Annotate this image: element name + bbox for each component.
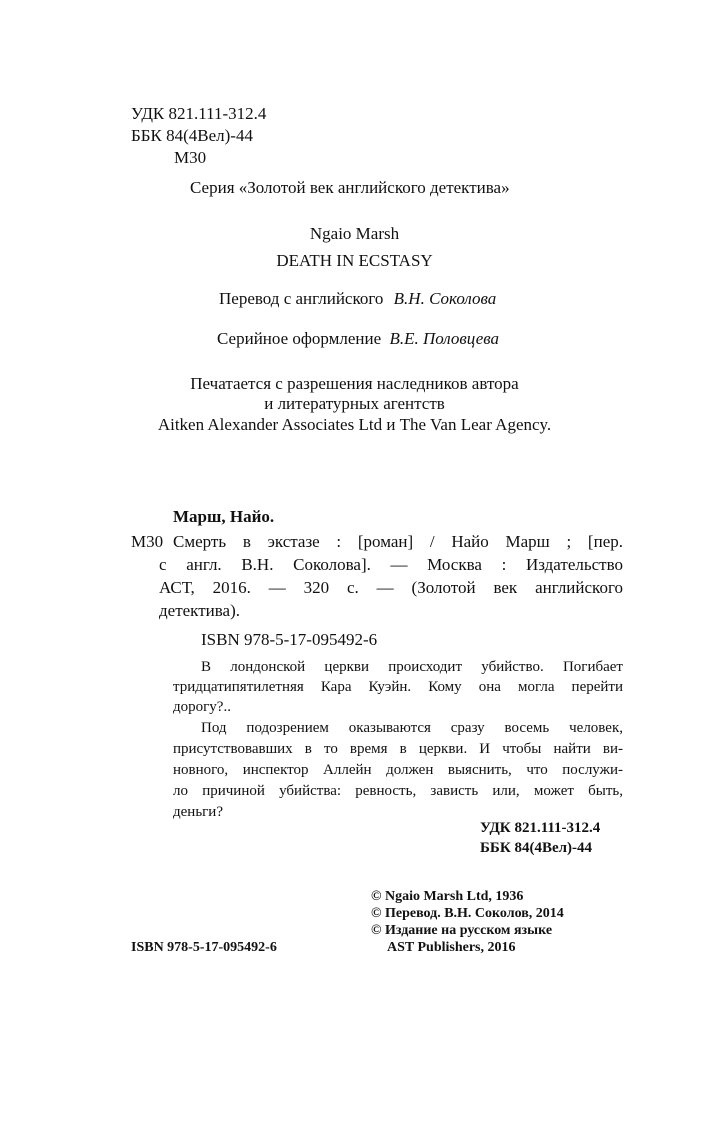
card-code: М30 [131, 532, 164, 551]
annotation-p1-line-2: тридцатипятилетняя Кара Куэйн. Кому она могла перейти [173, 679, 623, 695]
annotation-p1-line-3: дорогу?.. [173, 699, 231, 715]
annotation-p2-line-1: Под подозрением оказываются сразу восемь человек, [201, 720, 623, 736]
series-line: Серия «Золотой век английского детектива» [190, 178, 510, 197]
annotation-p2-line-5: деньги? [173, 804, 223, 820]
annotation-p1-line-1: В лондонской церкви происходит убийство. Погибает [201, 659, 623, 675]
copyright-line-4: AST Publishers, 2016 [387, 940, 516, 955]
card-line-4: детектива). [159, 601, 240, 620]
annotation-p2-line-2: присутствовавших в то время в церкви. И чтобы найти ви- [173, 741, 623, 757]
designer-name: В.Е. Половцева [389, 329, 500, 348]
translation-label: Перевод с английского [219, 289, 384, 308]
card-line-1: Смерть в экстазе : [роман] / Найо Марш ; [пер. [173, 532, 623, 551]
bbk-code-bold: ББК 84(4Вел)-44 [480, 840, 593, 856]
card-line-2: с англ. В.Н. Соколова]. — Москва : Издательство [159, 555, 623, 574]
design-label: Серийное оформление [217, 329, 382, 348]
permission-line-3: Aitken Alexander Associates Ltd и The Van Lear Agency. [157, 415, 552, 434]
udk-code: УДК 821.111-312.4 [131, 104, 267, 123]
card-isbn: ISBN 978-5-17-095492-6 [201, 630, 378, 649]
permission-line-2: и литературных агентств [264, 394, 445, 413]
copyright-line-3: © Издание на русском языке [371, 923, 553, 938]
udk-code-bold: УДК 821.111-312.4 [480, 820, 601, 836]
original-author: Ngaio Marsh [309, 224, 400, 243]
author-mark-code: М30 [174, 148, 207, 167]
translation-line [219, 288, 496, 310]
annotation-p2-line-3: новного, инспектор Аллейн должен выяснить, что послужи- [173, 762, 623, 778]
annotation-p2-line-4: ло причиной убийства: ревность, зависть или, может быть, [173, 783, 623, 799]
bbk-code: ББК 84(4Вел)-44 [131, 126, 253, 145]
permission-line-1: Печатается с разрешения наследников автора [190, 374, 519, 393]
original-title: DEATH IN ECSTASY [276, 251, 433, 270]
footer-isbn: ISBN 978-5-17-095492-6 [131, 940, 277, 955]
card-author: Марш, Найо. [173, 507, 275, 526]
copyright-line-1: © Ngaio Marsh Ltd, 1936 [371, 889, 524, 904]
design-line [217, 328, 499, 350]
translator-name: В.Н. Соколова [393, 289, 497, 308]
card-line-3: АСТ, 2016. — 320 с. — (Золотой век английского [159, 578, 623, 597]
copyright-line-2: © Перевод. В.Н. Соколов, 2014 [371, 906, 564, 921]
